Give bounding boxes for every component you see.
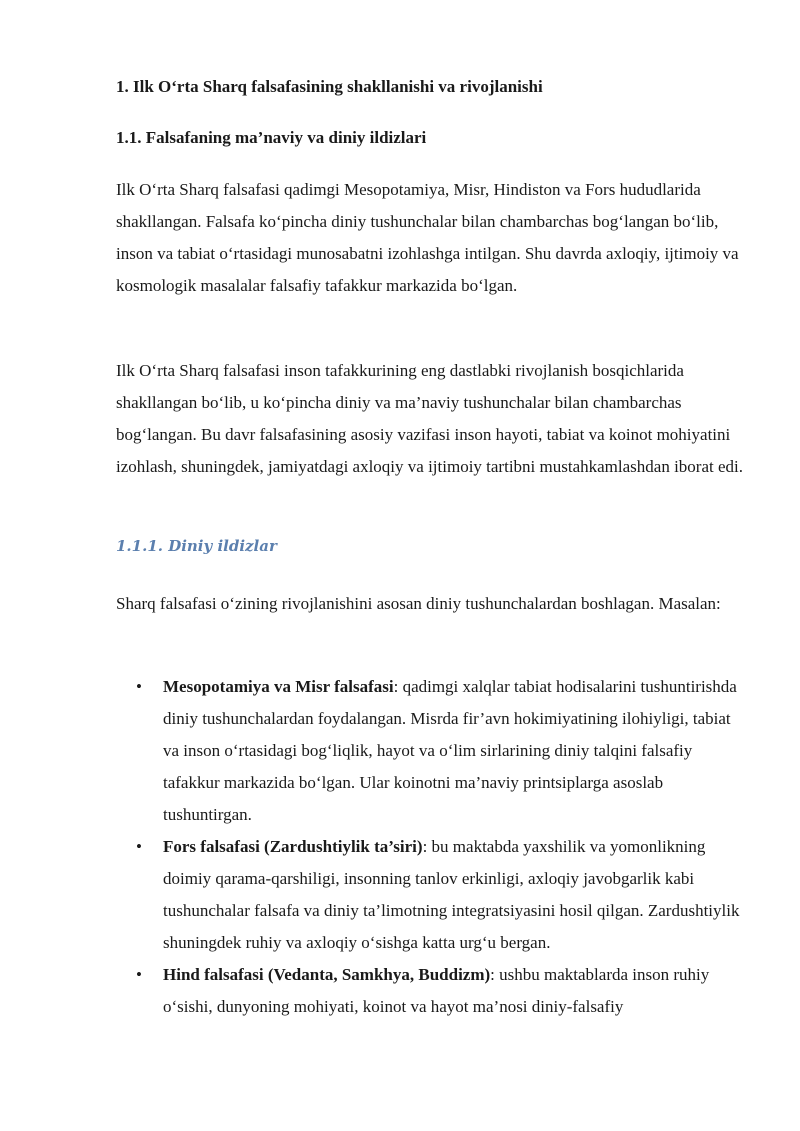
sub-subsection-heading: 1.1.1. Diniy ildizlar bbox=[116, 537, 277, 555]
paragraph-intro: Ilk O‘rta Sharq falsafasi qadimgi Mesopotamiya, Misr, Hindiston va Fors hududlarida shakllangan. Falsafa ko‘pincha diniy tushunchalar bilan chambarchas bog‘langan bo‘lib, inson va tabiat o‘rtasidagi munosabatni izohlashga intilgan. Shu davrda axloqiy, ijtimoiy va kosmologik masalalar falsafiy tafakkur markazida bo‘lgan. bbox=[116, 180, 739, 295]
philosophy-list bbox=[116, 671, 746, 1023]
list-item-term: Fors falsafasi (Zardushtiylik ta’siri) bbox=[163, 837, 423, 856]
bullet-icon: • bbox=[136, 677, 142, 696]
bullet-icon: • bbox=[136, 965, 142, 984]
list-item bbox=[116, 959, 746, 1023]
subsection-heading: 1.1. Falsafaning ma’naviy va diniy ildizlari bbox=[116, 128, 427, 147]
list-item-term: Mesopotamiya va Misr falsafasi bbox=[163, 677, 394, 696]
list-item-term: Hind falsafasi (Vedanta, Samkhya, Buddizm) bbox=[163, 965, 491, 984]
list-item-text: : bu maktabda yaxshilik va yomonlikning doimiy qarama-qarshiligi, insonning tanlov erkinligi, axloqiy javobgarlik kabi tushunchalar falsafa va diniy ta’limotning integratsiyasini hosil qilgan. Zardushtiylik shuningdek ruhiy va axloqiy o‘sishga katta urg‘u bergan. bbox=[163, 837, 740, 952]
list-item bbox=[116, 671, 746, 831]
paragraph-overview: Ilk O‘rta Sharq falsafasi inson tafakkurining eng dastlabki rivojlanish bosqichlarida shakllangan bo‘lib, u ko‘pincha diniy va ma’naviy tushunchalar bilan chambarchas bog‘langan. Bu davr falsafasining asosiy vazifasi inson hayoti, tabiat va koinot mohiyatini izohlash, shuningdek, jamiyatdagi axloqiy va ijtimoiy tartibni mustahkamlashdan iborat edi. bbox=[116, 361, 743, 476]
paragraph-religious-roots: Sharq falsafasi o‘zining rivojlanishini asosan diniy tushunchalardan boshlagan. Masalan: bbox=[116, 594, 721, 613]
list-item-text: : qadimgi xalqlar tabiat hodisalarini tushuntirishda diniy tushunchalardan foydalangan. Misrda fir’avn hokimiyatining ilohiyligi, tabiat va inson o‘rtasidagi bog‘liqlik, hayot va o‘lim sirlarining diniy talqini falsafiy tafakkur markazida bo‘lgan. Ular koinotni ma’naviy printsiplarga asoslab tushuntirgan. bbox=[163, 677, 737, 824]
list-item bbox=[116, 831, 746, 959]
bullet-icon: • bbox=[136, 837, 142, 856]
list-item-text: : ushbu maktablarda inson ruhiy o‘sishi, dunyoning mohiyati, koinot va hayot ma’nosi diniy-falsafiy bbox=[163, 965, 710, 1016]
section-heading: 1. Ilk O‘rta Sharq falsafasining shakllanishi va rivojlanishi bbox=[116, 77, 543, 96]
